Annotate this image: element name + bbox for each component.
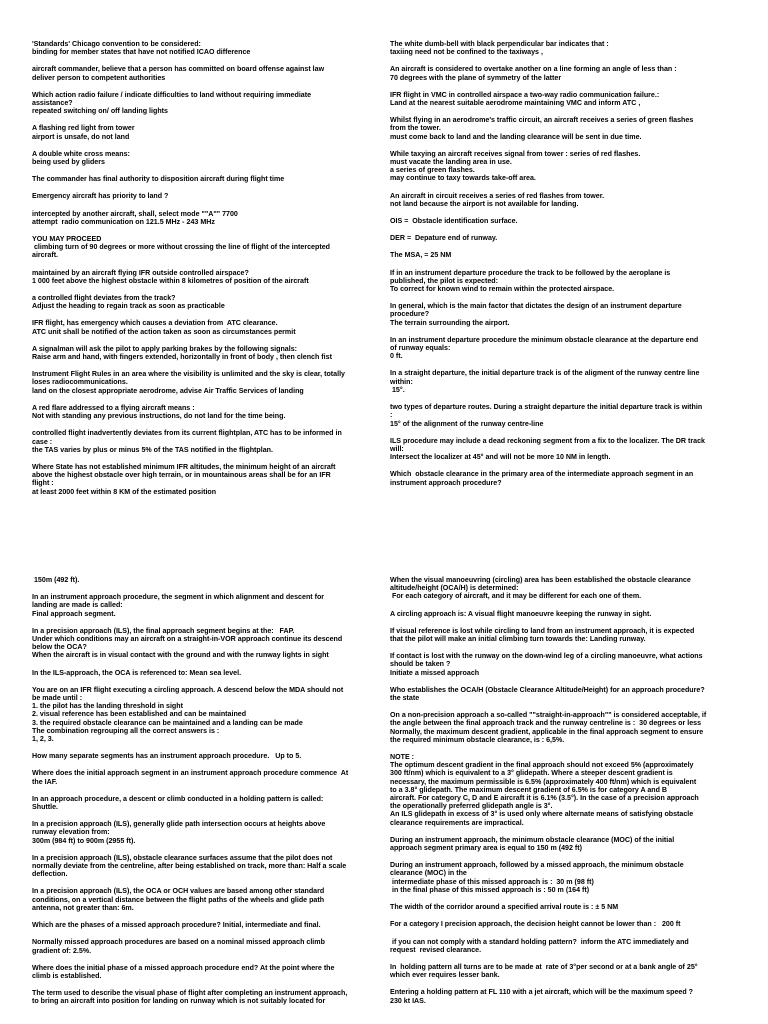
qa-paragraph: The commander has final authority to disposition aircraft during flight time	[32, 175, 285, 184]
qa-paragraph: if you can not comply with a standard holding pattern? inform the ATC immediately and request revised clearance.	[390, 937, 689, 954]
qa-paragraph: You are on an IFR flight executing a circling approach. A descend below the MDA should not be made until : 1. the pilot has the landing threshold in sight 2. visual reference has been established and can be maintained 3. the required obstacle clearance can be maintained and a landing can be made The combination regrouping all the correct answers is : 1, 2, 3.	[32, 685, 344, 744]
qa-paragraph: During an instrument approach, the minimum obstacle clearance (MOC) of the initial approach segment primary area is equal to 150 m (492 ft)	[390, 835, 675, 853]
qa-paragraph: controlled flight inadvertently deviates from its current flightplan, ATC has to be informed in case : the TAS varies by plus or minus 5% of the TAS notified in the flightplan.	[32, 429, 342, 454]
qa-paragraph: Which action radio failure / indicate difficulties to land without requiring immediate assistance? repeated switching on/ off landing lights	[32, 90, 312, 116]
qa-paragraph: aircraft commander, believe that a person has committed on board offense against law deliver person to competent authorities	[32, 65, 325, 82]
qa-paragraph: Where does the initial phase of a missed approach procedure end? At the point where the climb is established.	[32, 963, 335, 980]
qa-paragraph: Entering a holding pattern at FL 110 with a jet aircraft, which will be the maximum speed ? 230 kt IAS.	[390, 988, 693, 1005]
qa-paragraph: How many separate segments has an instrument approach procedure. Up to 5.	[32, 752, 302, 761]
qa-paragraph: For a category I precision approach, the decision height cannot be lower than : 200 ft	[390, 920, 681, 929]
qa-paragraph: While taxying an aircraft receives signal from tower : series of red flashes. must vacate the landing area in use. a series of green flashes. may continue to taxy towards take-off area.	[390, 149, 641, 183]
qa-paragraph: a controlled flight deviates from the track? Adjust the heading to regain track as soon as practicable	[32, 294, 225, 311]
qa-paragraph: In an instrument approach procedure, the segment in which alignment and descent for landing are made is called: Final approach segment.	[32, 593, 325, 618]
qa-paragraph: The white dumb-bell with black perpendicular bar indicates that : taxiing need not be confined to the taxiways ,	[390, 40, 609, 57]
qa-paragraph: IFR flight, has emergency which causes a deviation from ATC clearance. ATC unit shall be notified of the action taken as soon as circumstances permit	[32, 319, 296, 336]
qa-paragraph: In an approach procedure, a descent or climb conducted in a holding pattern is called: Shuttle.	[32, 794, 324, 812]
qa-paragraph: A red flare addressed to a flying aircraft means : Not with standing any previous instructions, do not land for the time being.	[32, 403, 286, 421]
qa-paragraph: In holding pattern all turns are to be made at rate of 3°per second or at a bank angle of 25° which ever requires lesser bank.	[390, 962, 698, 980]
qa-paragraph: intercepted by another aircraft, shall, select mode ""A"" 7700 attempt radio communication on 121.5 MHz - 243 MHz	[32, 209, 238, 226]
qa-paragraph: In a straight departure, the initial departure track is of the aligment of the runway centre line within: 15°.	[390, 369, 700, 394]
qa-paragraph: If visual reference is lost while circling to land from an instrument approach, it is expected that the pilot will make an initial climbing turn towards the: Landing runway.	[390, 626, 695, 644]
qa-paragraph: In general, which is the main factor that dictates the design of an instrument departure procedure? The terrain surrounding the airport.	[390, 302, 682, 327]
qa-paragraph: In a precision approach (ILS), generally glide path intersection occurs at heights above runway elevation from: 300m (984 ft) to 900m (2955 ft).	[32, 820, 326, 845]
qa-paragraph: Whilst flying in an aerodrome's traffic circuit, an aircraft receives a series of green flashes from the tower. must come back to land and the landing clearance will be sent in due time.	[390, 116, 694, 141]
qa-paragraph: ILS procedure may include a dead reckoning segment from a fix to the localizer. The DR track will: Intersect the localizer at 45° and will not be more 10 NM in length.	[390, 436, 705, 462]
qa-paragraph: Who establishes the OCA/H (Obstacle Clearance Altitude/Height) for an approach procedure? the state	[390, 685, 705, 703]
qa-paragraph: In the ILS-approach, the OCA is referenced to: Mean sea level.	[32, 668, 242, 677]
qa-paragraph: A double white cross means: being used by gliders	[32, 149, 130, 167]
qa-paragraph: The term used to describe the visual phase of flight after completing an instrument approach, to bring an aircraft into position for landing on runway which is not suitably located for	[32, 989, 348, 1006]
qa-paragraph: A flashing red light from tower airport is unsafe, do not land	[32, 124, 135, 141]
qa-paragraph: When the visual manoeuvring (circling) area has been established the obstacle clearance altitude/height (OCA/H) is determined: For each category of aircraft, and it may be different for each one of them.	[390, 576, 691, 601]
qa-paragraph: A signalman will ask the pilot to apply parking brakes by the following signals: Raise arm and hand, with fingers extended, horizontally in front of body , then clench fist	[32, 344, 332, 362]
qa-paragraph: In an instrument departure procedure the minimum obstacle clearance at the departure end of runway equals: 0 ft.	[390, 335, 699, 361]
qa-paragraph: In a precision approach (ILS), the OCA or OCH values are based among other standard conditions, on a vertical distance between the flight paths of the wheels and glide path antenna, not greater than: 6m.	[32, 887, 325, 912]
qa-paragraph: 150m (492 ft).	[32, 576, 80, 584]
qa-paragraph: 'Standards' Chicago convention to be considered: binding for member states that have not notified ICAO difference	[32, 40, 251, 57]
qa-paragraph: DER = Depature end of runway.	[390, 234, 498, 243]
upper-left-column	[32, 40, 368, 505]
qa-paragraph: An aircraft is considered to overtake another on a line forming an angle of less than : 70 degrees with the plane of symmetry of the latter	[390, 65, 677, 82]
qa-paragraph: Which are the phases of a missed approach procedure? Initial, intermediate and final.	[32, 921, 321, 930]
qa-paragraph: Normally missed approach procedures are based on a nominal missed approach climb gradient of: 2.5%.	[32, 938, 325, 955]
qa-paragraph: An aircraft in circuit receives a series of red flashes from tower. not land because the airport is not available for landing.	[390, 191, 605, 208]
qa-paragraph: Which obstacle clearance in the primary area of the intermediate approach segment in an instrument approach procedure?	[390, 470, 694, 487]
qa-paragraph: On a non-precision approach a so-called ""straight-in-approach"" is considered acceptable, if the angle between the final approach track and the runway centreline is : 30 degrees or less Normally, the maximum descent gradient, applicable in the final approach segment to ensure the required minimum obstacle clearance, is : 6,5%.	[390, 711, 707, 744]
qa-paragraph: Emergency aircraft has priority to land ?	[32, 192, 169, 201]
qa-paragraph: Where State has not established minimum IFR altitudes, the minimum height of an aircraft above the highest obstacle over high terrain, or in mountainous areas shall be for an IFR flight : at least 2000 feet within 8 KM of the estimated position	[32, 462, 336, 496]
lower-left-column	[32, 576, 368, 1015]
qa-paragraph: In a precision approach (ILS), the final approach segment begins at the: FAP. Under which conditions may an aircraft on a straight-in-VOR approach continue its descend below the OCA? When the aircraft is in visual contact with the ground and with the runway lights in sight	[32, 626, 343, 660]
qa-paragraph: If in an instrument departure procedure the track to be followed by the aeroplane is published, the pilot is expected: To correct for known wind to remain within the protected airspace.	[390, 268, 671, 294]
qa-paragraph: The width of the corridor around a specified arrival route is : ± 5 NM	[390, 903, 619, 912]
qa-paragraph: two types of departure routes. During a straight departure the initial departure track is within : 15° of the alignment of the runway centre-line	[390, 403, 703, 428]
qa-paragraph: During an instrument approach, followed by a missed approach, the minimum obstacle clearance (MOC) in the intermediate phase of this missed approach is : 30 m (98 ft) in the final phase of this missed approach is : 50 m (164 ft)	[390, 861, 684, 894]
qa-paragraph: If contact is lost with the runway on the down-wind leg of a circling manoeuvre, what actions should be taken ? Initiate a missed approach	[390, 652, 703, 677]
qa-paragraph: YOU MAY PROCEED climbing turn of 90 degrees or more without crossing the line of flight of the intercepted aircraft.	[32, 235, 330, 260]
qa-paragraph: Where does the initial approach segment in an instrument approach procedure commence At the IAF.	[32, 769, 349, 786]
qa-paragraph: The MSA, = 25 NM	[390, 251, 452, 260]
qa-paragraph: maintained by an aircraft flying IFR outside controlled airspace? 1 000 feet above the highest obstacle within 8 kilometres of position of the aircraft	[32, 268, 309, 285]
qa-paragraph: A circling approach is: A visual flight manoeuvre keeping the runway in sight.	[390, 609, 652, 618]
upper-right-column	[390, 40, 736, 496]
qa-paragraph: Instrument Flight Rules in an area where the visibility is unlimited and the sky is clear, totally loses radiocommunications. land on the closest appropriate aerodrome, advise Air Traffic Services of landing	[32, 370, 345, 395]
qa-paragraph: IFR flight in VMC in controlled airspace a two-way radio communication failure.: Land at the nearest suitable aerodrome maintaining VMC and inform ATC ,	[390, 90, 660, 108]
lower-right-column	[390, 576, 736, 1014]
qa-paragraph: OIS = Obstacle identification surface.	[390, 217, 518, 226]
qa-paragraph: In a precision approach (ILS), obstacle clearance surfaces assume that the pilot does not normally deviate from the centreline, after being established on track, more than: Half a scale deflection.	[32, 853, 347, 879]
qa-paragraph: NOTE : The optimum descent gradient in the final approach should not exceed 5% (approximately 300 ft/nm) which is equivalent to a 3° glidepath. Where a steeper descent gradient is necessary, the maximum permissible is 6.5% (approximately 400 ft/nm) which is equivalent to a 3.8° glidepath. The maximum descent gradient of 6.5% is for category A and B aircraft. For category C, D and E aircraft it is 6.1% (3.5°). In the case of a precision approach the operationally preferred glidepath angle is 3°. An ILS glidepath in excess of 3° is used only where alternate means of satisfying obstacle clearance requirements are impractical.	[390, 753, 699, 827]
document-page-lower	[0, 568, 768, 1024]
